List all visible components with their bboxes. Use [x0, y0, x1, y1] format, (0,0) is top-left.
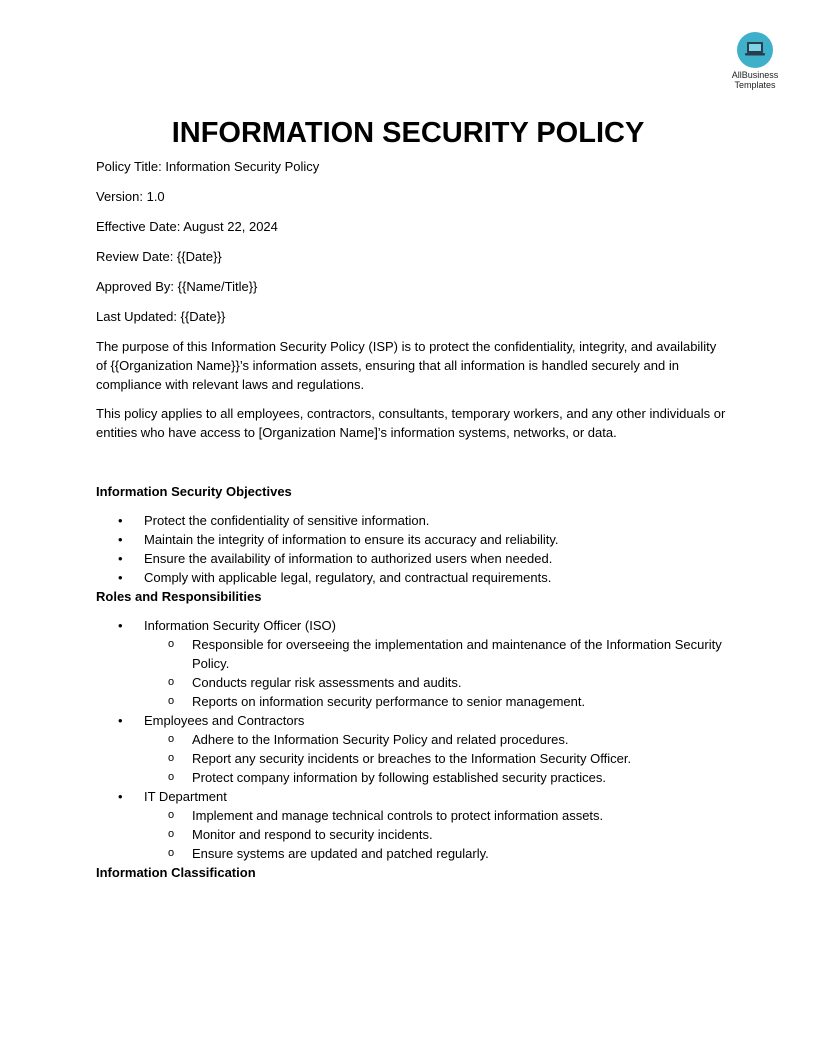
meta-version: Version: 1.0 [96, 189, 165, 204]
bullet-icon: • [118, 532, 123, 547]
roles-heading: Roles and Responsibilities [96, 589, 262, 604]
list-item [144, 673, 726, 692]
list-item-text: Ensure the availability of information to authorized users when needed. [144, 551, 553, 566]
role-name: IT Department [144, 789, 227, 804]
logo-text-line2: Templates [734, 80, 776, 90]
circle-bullet-icon: o [168, 752, 175, 764]
list-item [96, 549, 726, 568]
circle-bullet-icon: o [168, 828, 175, 840]
list-item-text: Monitor and respond to security incidents. [192, 827, 433, 842]
list-item [144, 825, 726, 844]
role-responsibilities [144, 635, 726, 711]
bullet-icon: • [118, 513, 123, 528]
bullet-icon: • [118, 618, 123, 633]
purpose-paragraph: The purpose of this Information Security Policy (ISP) is to protect the confidentiality, integrity, and availability of {{Organization Name}}’s information assets, ensuring that all information is handled securely and in compliance with relevant laws and regulations. [96, 339, 717, 392]
meta-effective-date: Effective Date: August 22, 2024 [96, 219, 278, 234]
list-item [144, 749, 726, 768]
allbusiness-templates-logo [722, 32, 788, 90]
document-title: INFORMATION SECURITY POLICY [171, 117, 645, 149]
meta-last-updated: Last Updated: {{Date}} [96, 309, 226, 324]
scope-paragraph: This policy applies to all employees, contractors, consultants, temporary workers, and any other individuals or entities who have access to [Organization Name]’s information systems, networks, or data. [96, 406, 726, 440]
document-body [96, 157, 726, 892]
list-item [144, 768, 726, 787]
list-item [96, 568, 726, 587]
list-item [144, 635, 726, 673]
role-name: Employees and Contractors [144, 713, 305, 728]
list-item [144, 806, 726, 825]
list-item [144, 730, 726, 749]
circle-bullet-icon: o [168, 638, 175, 650]
list-item-text: Protect the confidentiality of sensitive information. [144, 513, 430, 528]
laptop-icon [737, 32, 773, 68]
circle-bullet-icon: o [168, 809, 175, 821]
classification-heading: Information Classification [96, 865, 256, 880]
list-item-text: Maintain the integrity of information to ensure its accuracy and reliability. [144, 532, 559, 547]
list-item [144, 692, 726, 711]
circle-bullet-icon: o [168, 695, 175, 707]
meta-review-date: Review Date: {{Date}} [96, 249, 222, 264]
role-responsibilities [144, 730, 726, 787]
list-item-text: Adhere to the Information Security Policy and related procedures. [192, 732, 569, 747]
role-group [96, 711, 726, 787]
list-item-text: Conducts regular risk assessments and audits. [192, 675, 462, 690]
bullet-icon: • [118, 713, 123, 728]
role-responsibilities [144, 806, 726, 863]
objectives-heading: Information Security Objectives [96, 484, 292, 499]
circle-bullet-icon: o [168, 676, 175, 688]
circle-bullet-icon: o [168, 847, 175, 859]
list-item-text: Protect company information by following established security practices. [192, 770, 607, 785]
list-item [96, 511, 726, 530]
circle-bullet-icon: o [168, 733, 175, 745]
role-name: Information Security Officer (ISO) [144, 618, 336, 633]
list-item-text: Report any security incidents or breaches to the Information Security Officer. [192, 751, 632, 766]
bullet-icon: • [118, 551, 123, 566]
list-item-text: Responsible for overseeing the implementation and maintenance of the Information Security Policy. [192, 637, 722, 671]
logo-text-line1: AllBusiness [731, 70, 779, 80]
list-item-text: Comply with applicable legal, regulatory, and contractual requirements. [144, 570, 552, 585]
roles-list [96, 616, 726, 863]
list-item-text: Ensure systems are updated and patched regularly. [192, 846, 489, 861]
bullet-icon: • [118, 570, 123, 585]
list-item [144, 844, 726, 863]
circle-bullet-icon: o [168, 771, 175, 783]
meta-policy-title: Policy Title: Information Security Policy [96, 159, 320, 174]
list-item [96, 530, 726, 549]
meta-approved-by: Approved By: {{Name/Title}} [96, 279, 258, 294]
list-item-text: Reports on information security performance to senior management. [192, 694, 586, 709]
bullet-icon: • [118, 789, 123, 804]
list-item-text: Implement and manage technical controls to protect information assets. [192, 808, 604, 823]
objectives-list [96, 511, 726, 587]
role-group [96, 616, 726, 711]
role-group [96, 787, 726, 863]
